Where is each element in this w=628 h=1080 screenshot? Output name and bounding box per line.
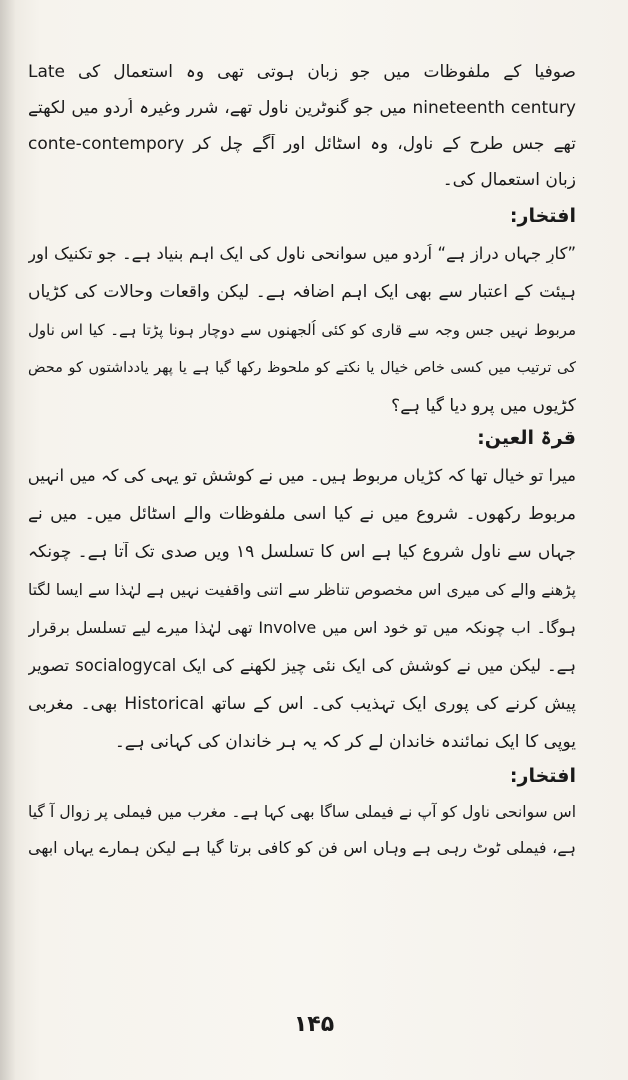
paragraph-2-line-5: کڑیوں میں پرو دیا گیا ہے؟ — [391, 396, 576, 416]
paragraph-4-line-1: اس سوانحی ناول کو آپ نے فیملی ساگا بھی کہا ہے۔ مغرب میں فیملی پر زوال آ گیا — [28, 803, 576, 821]
page-number: ۱۴۵ — [293, 1012, 335, 1037]
page-text — [28, 62, 576, 874]
paragraph-3-line-2: مربوط رکھوں۔ شروع میں نے کیا اسی ملفوظات والے اسٹائل میں۔ میں نے — [28, 504, 576, 524]
paragraph-1-line-4: زبان استعمال کی۔ — [442, 170, 576, 190]
paragraph-3-line-4: پڑھنے والے کی میری اس مخصوص تناظر سے اتنی واقفیت نہیں ہے لہٰذا سے ایسا لگتا — [28, 581, 576, 599]
paragraph-1-line-2: nineteenth century میں جو گنوٹرین ناول تھے، شرر وغیرہ اُردو میں لکھتے — [28, 98, 576, 118]
paragraph-4 — [28, 802, 576, 858]
paragraph-3 — [28, 466, 576, 752]
paragraph-3-line-3: جہاں سے ناول شروع کیا ہے اس کا تسلسل ۱۹ ویں صدی تک آتا ہے۔ چونکہ — [28, 542, 576, 562]
speaker-heading-iftikhar: افتخار: — [509, 205, 576, 227]
speaker-heading-iftikhar-2: افتخار: — [509, 765, 576, 787]
paragraph-4-line-2: ہے، فیملی ٹوٹ رہی ہے وہاں اس فن کو کافی برتا گیا ہے لیکن ہمارے یہاں ابھی — [28, 838, 576, 857]
binding-shadow — [0, 0, 16, 1080]
paragraph-2-line-2: ہیئت کے اعتبار سے بھی ایک اہم اضافہ ہے۔ لیکن واقعات وحالات کی کڑیاں — [28, 282, 576, 302]
paragraph-3-line-1: میرا تو خیال تھا کہ کڑیاں مربوط ہیں۔ میں نے کوشش تو یہی کی کہ میں انہیں — [28, 466, 576, 485]
paragraph-2-line-3: مربوط نہیں جس وجہ سے قاری کو کئی اُلجھنوں سے دوچار ہونا پڑتا ہے۔ کیا اس ناول — [28, 321, 576, 339]
paragraph-2-line-1: ”کارِ جہاں دراز ہے“ اُردو میں سوانحی ناول کی ایک اہم بنیاد ہے۔ جو تکنیک اور — [28, 244, 576, 263]
paragraph-2 — [28, 244, 576, 416]
paragraph-3-line-8: یوپی کا ایک نمائندہ خاندان لے کر کہ یہ ہر خاندان کی کہانی ہے۔ — [114, 732, 576, 752]
paragraph-1 — [28, 62, 576, 190]
paragraph-1-line-1: صوفیا کے ملفوظات میں جو زبان ہوتی تھی وہ استعمال کی Late — [28, 62, 576, 82]
paragraph-2-line-4: کی ترتیب میں کسی خاص خیال یا نکتے کو ملحوظ رکھا گیا ہے یا پھر یادداشتوں کو محض — [28, 360, 576, 376]
paragraph-3-line-7: پیش کرنے کی پوری ایک تہذیب کی۔ اس کے ساتھ Historical بھی۔ مغربی — [28, 694, 576, 714]
speaker-heading-qurratulain: قرۃ العین: — [477, 427, 576, 449]
paragraph-1-line-3: تھے جس طرح کے ناول، وہ اسٹائل اور آگے چل کر conte-contempory — [28, 134, 576, 154]
paragraph-3-line-5: ہوگا۔ اب چونکہ میں تو خود اس میں Involve تھی لہٰذا میرے لیے تسلسل برقرار — [28, 618, 576, 637]
paragraph-3-line-6: ہے۔ لیکن میں نے کوشش کی ایک نئی چیز لکھنے کی ایک socialogycal تصویر — [28, 656, 576, 675]
